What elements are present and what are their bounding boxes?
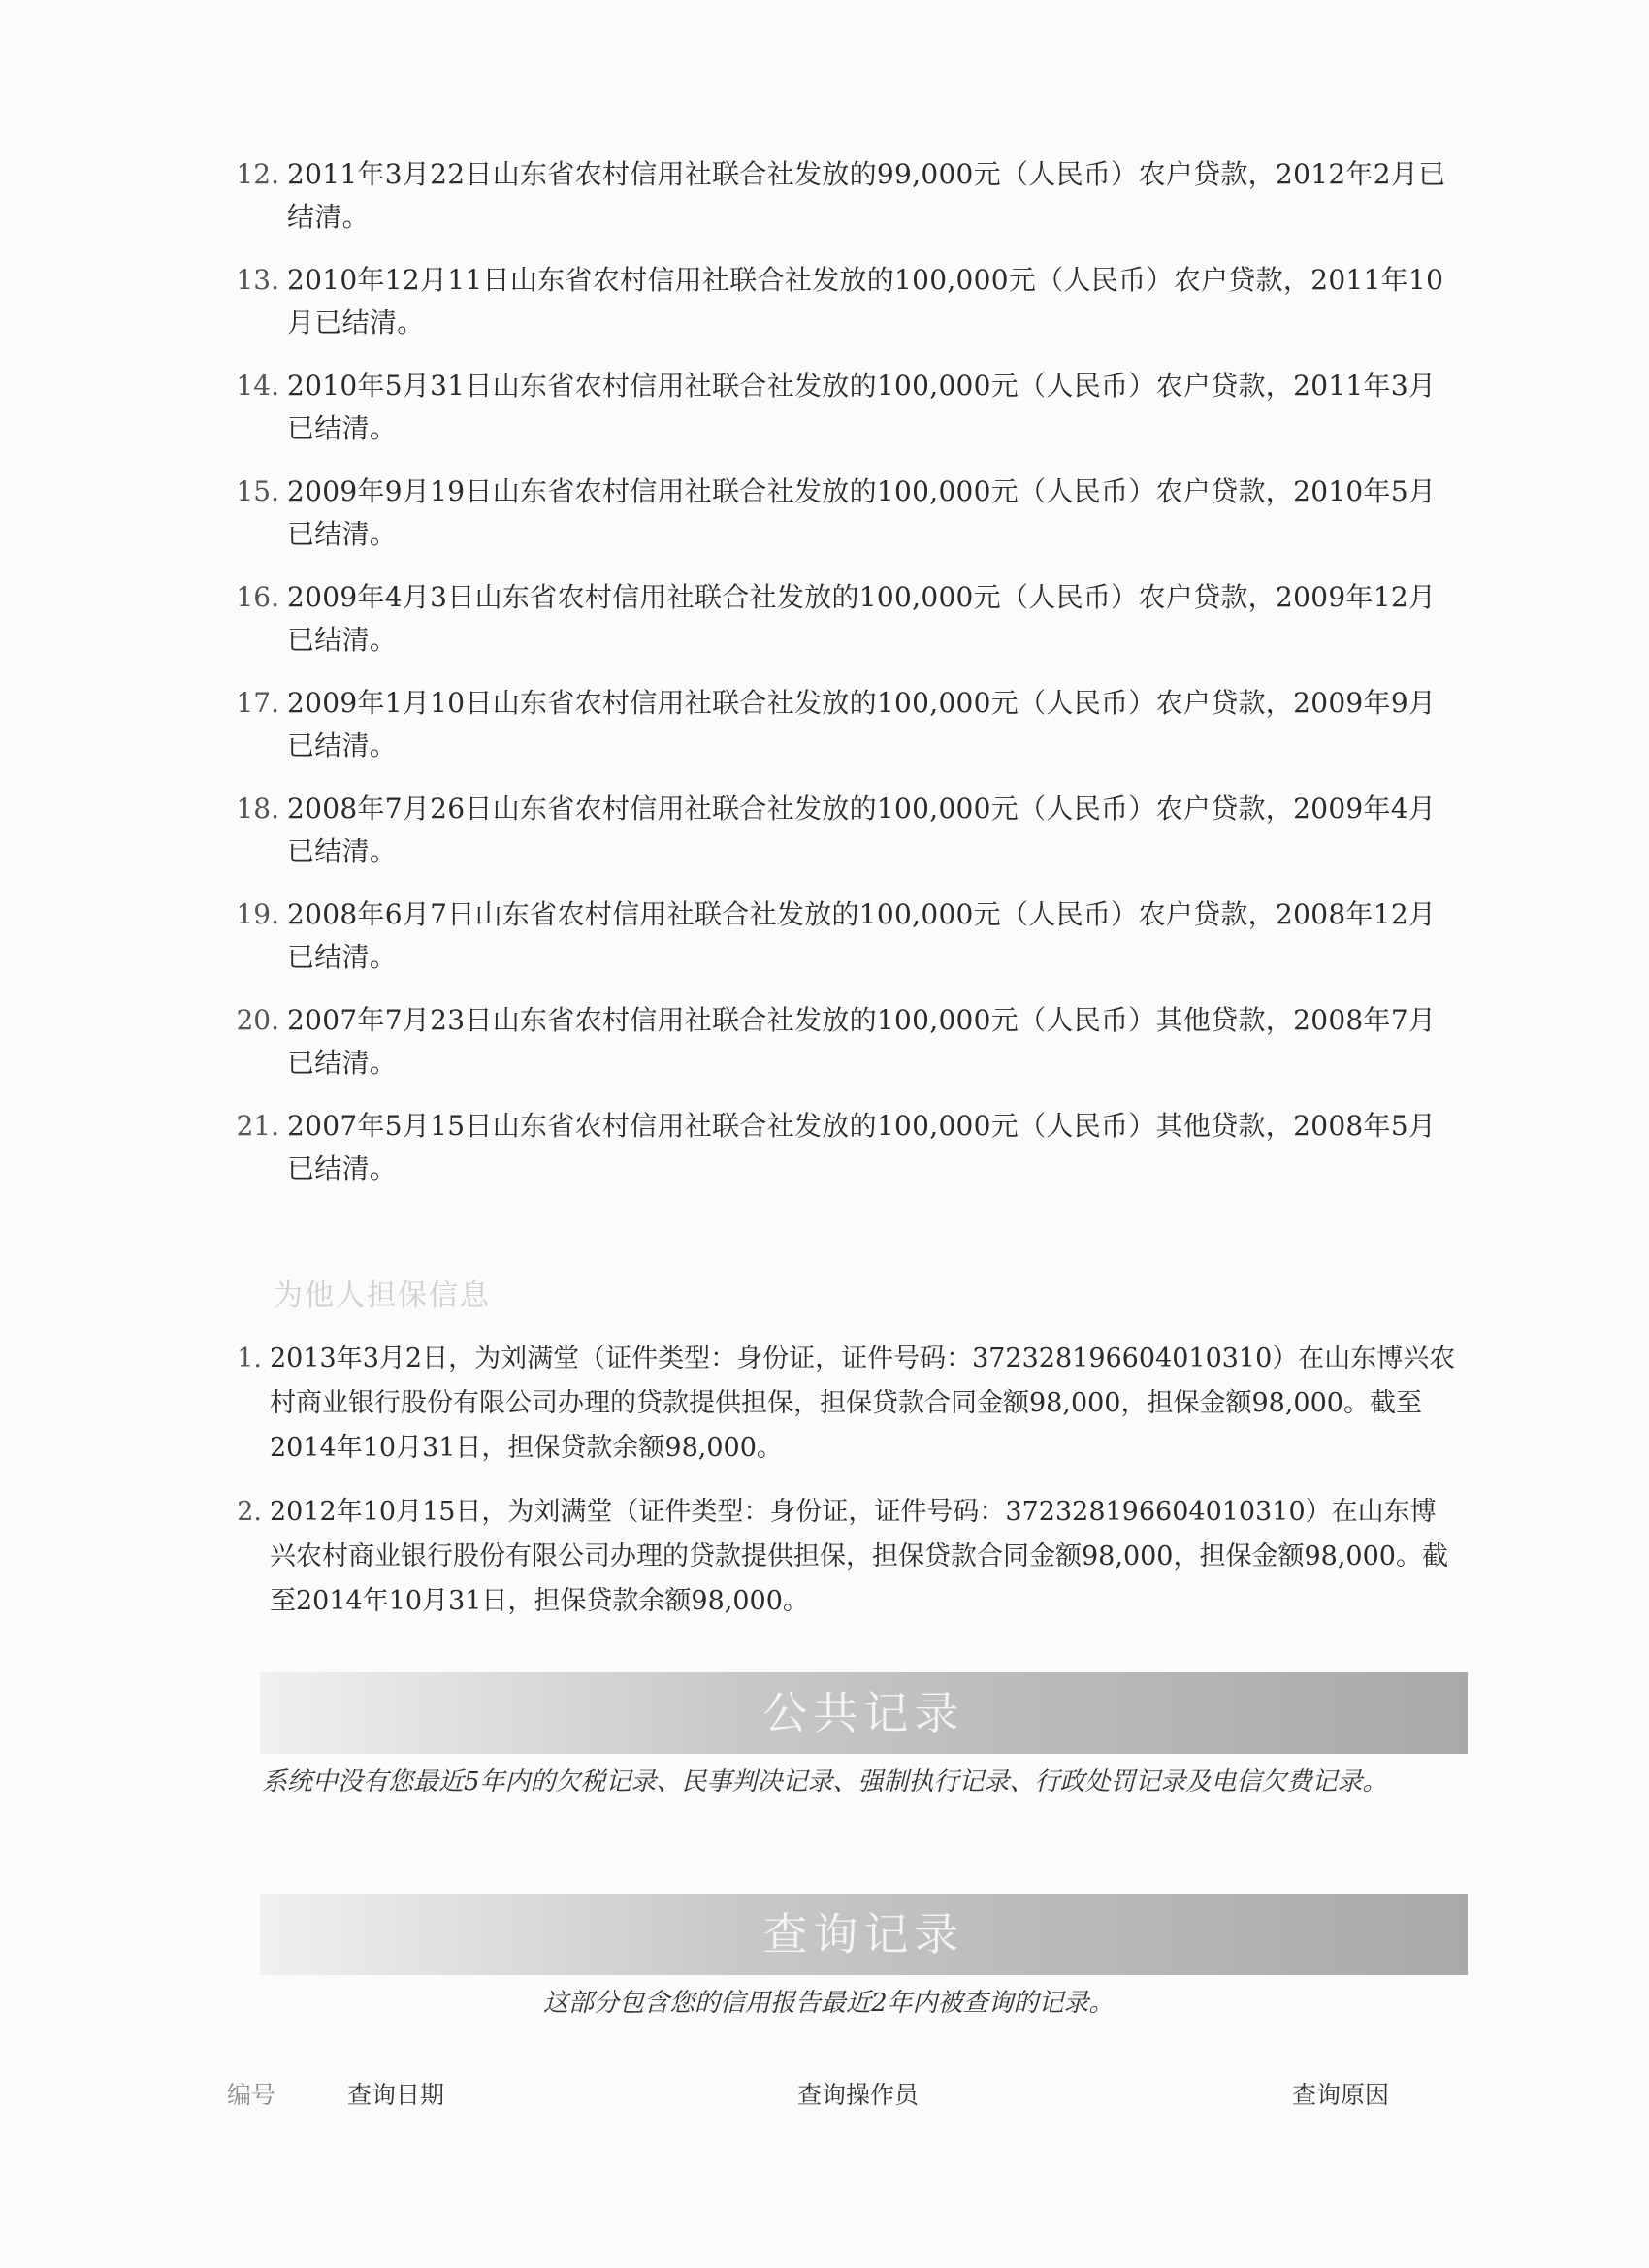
loan-text: 2010年12月11日山东省农村信用社联合社发放的100,000元（人民币）农户贷款，2011年10月已结清。 <box>287 264 1444 339</box>
loan-text: 2010年5月31日山东省农村信用社联合社发放的100,000元（人民币）农户贷款，2011年3月已结清。 <box>287 370 1437 444</box>
loan-text: 2007年7月23日山东省农村信用社联合社发放的100,000元（人民币）其他贷款，2008年7月已结清。 <box>287 1004 1437 1079</box>
loan-number: 21. <box>236 1110 279 1142</box>
loan-item <box>225 576 1457 682</box>
loan-item <box>225 893 1457 999</box>
guarantee-list <box>215 1337 1462 1643</box>
loan-text: 2009年4月3日山东省农村信用社联合社发放的100,000元（人民币）农户贷款，2009年12月已结清。 <box>287 581 1437 656</box>
loan-number: 16. <box>236 581 279 613</box>
query-records-title: 查询记录 <box>762 1908 965 1960</box>
guarantee-text: 2013年3月2日，为刘满堂（证件类型：身份证，证件号码：372328196604010310）在山东博兴农村商业银行股份有限公司办理的贷款提供担保，担保贷款合同金额98,000，担保金额98,000。截至2014年10月31日，担保贷款余额98,000。 <box>270 1344 1456 1463</box>
guarantee-number: 1. <box>237 1344 262 1374</box>
column-header-date: 查询日期 <box>347 2081 445 2109</box>
loan-number: 19. <box>236 898 279 930</box>
loan-item <box>225 788 1457 893</box>
query-records-banner <box>260 1894 1468 1975</box>
loan-text: 2008年7月26日山东省农村信用社联合社发放的100,000元（人民币）农户贷款，2009年4月已结清。 <box>287 793 1437 867</box>
loan-item <box>225 470 1457 576</box>
loan-text: 2007年5月15日山东省农村信用社联合社发放的100,000元（人民币）其他贷款，2008年5月已结清。 <box>287 1110 1437 1184</box>
loan-item <box>225 1105 1457 1211</box>
public-records-title: 公共记录 <box>762 1687 965 1739</box>
loan-number: 15. <box>236 475 279 507</box>
guarantee-section-title: 为他人担保信息 <box>274 1279 491 1312</box>
public-records-banner <box>260 1672 1468 1754</box>
loan-number: 17. <box>236 687 279 719</box>
loan-item <box>225 999 1457 1105</box>
loan-text: 2011年3月22日山东省农村信用社联合社发放的99,000元（人民币）农户贷款，2012年2月已结清。 <box>287 158 1446 233</box>
column-header-reason: 查询原因 <box>1292 2081 1390 2109</box>
loan-number: 18. <box>236 793 279 825</box>
public-records-note: 系统中没有您最近5年内的欠税记录、民事判决记录、强制执行记录、行政处罚记录及电信欠费记录。 <box>262 1767 1388 1797</box>
guarantee-number: 2. <box>237 1497 262 1527</box>
loan-item <box>225 259 1457 365</box>
loan-item <box>225 682 1457 788</box>
loan-text: 2009年9月19日山东省农村信用社联合社发放的100,000元（人民币）农户贷款，2010年5月已结清。 <box>287 475 1437 550</box>
loan-item <box>225 365 1457 470</box>
loan-number: 14. <box>236 370 279 402</box>
guarantee-item <box>215 1490 1462 1624</box>
loan-item <box>225 153 1457 259</box>
loan-list <box>225 153 1457 1211</box>
loan-number: 12. <box>236 158 279 190</box>
column-header-operator: 查询操作员 <box>797 2081 920 2109</box>
column-header-id: 编号 <box>227 2081 276 2109</box>
query-records-note: 这部分包含您的信用报告最近2年内被查询的记录。 <box>543 1989 1115 2018</box>
loan-number: 13. <box>236 264 279 296</box>
loan-text: 2008年6月7日山东省农村信用社联合社发放的100,000元（人民币）农户贷款，2008年12月已结清。 <box>287 898 1437 973</box>
loan-text: 2009年1月10日山东省农村信用社联合社发放的100,000元（人民币）农户贷款，2009年9月已结清。 <box>287 687 1437 761</box>
guarantee-item <box>215 1337 1462 1471</box>
guarantee-text: 2012年10月15日，为刘满堂（证件类型：身份证，证件号码：372328196604010310）在山东博兴农村商业银行股份有限公司办理的贷款提供担保，担保贷款合同金额98,000，担保金额98,000。截至2014年10月31日，担保贷款余额98,000。 <box>270 1497 1448 1616</box>
loan-number: 20. <box>236 1004 279 1036</box>
